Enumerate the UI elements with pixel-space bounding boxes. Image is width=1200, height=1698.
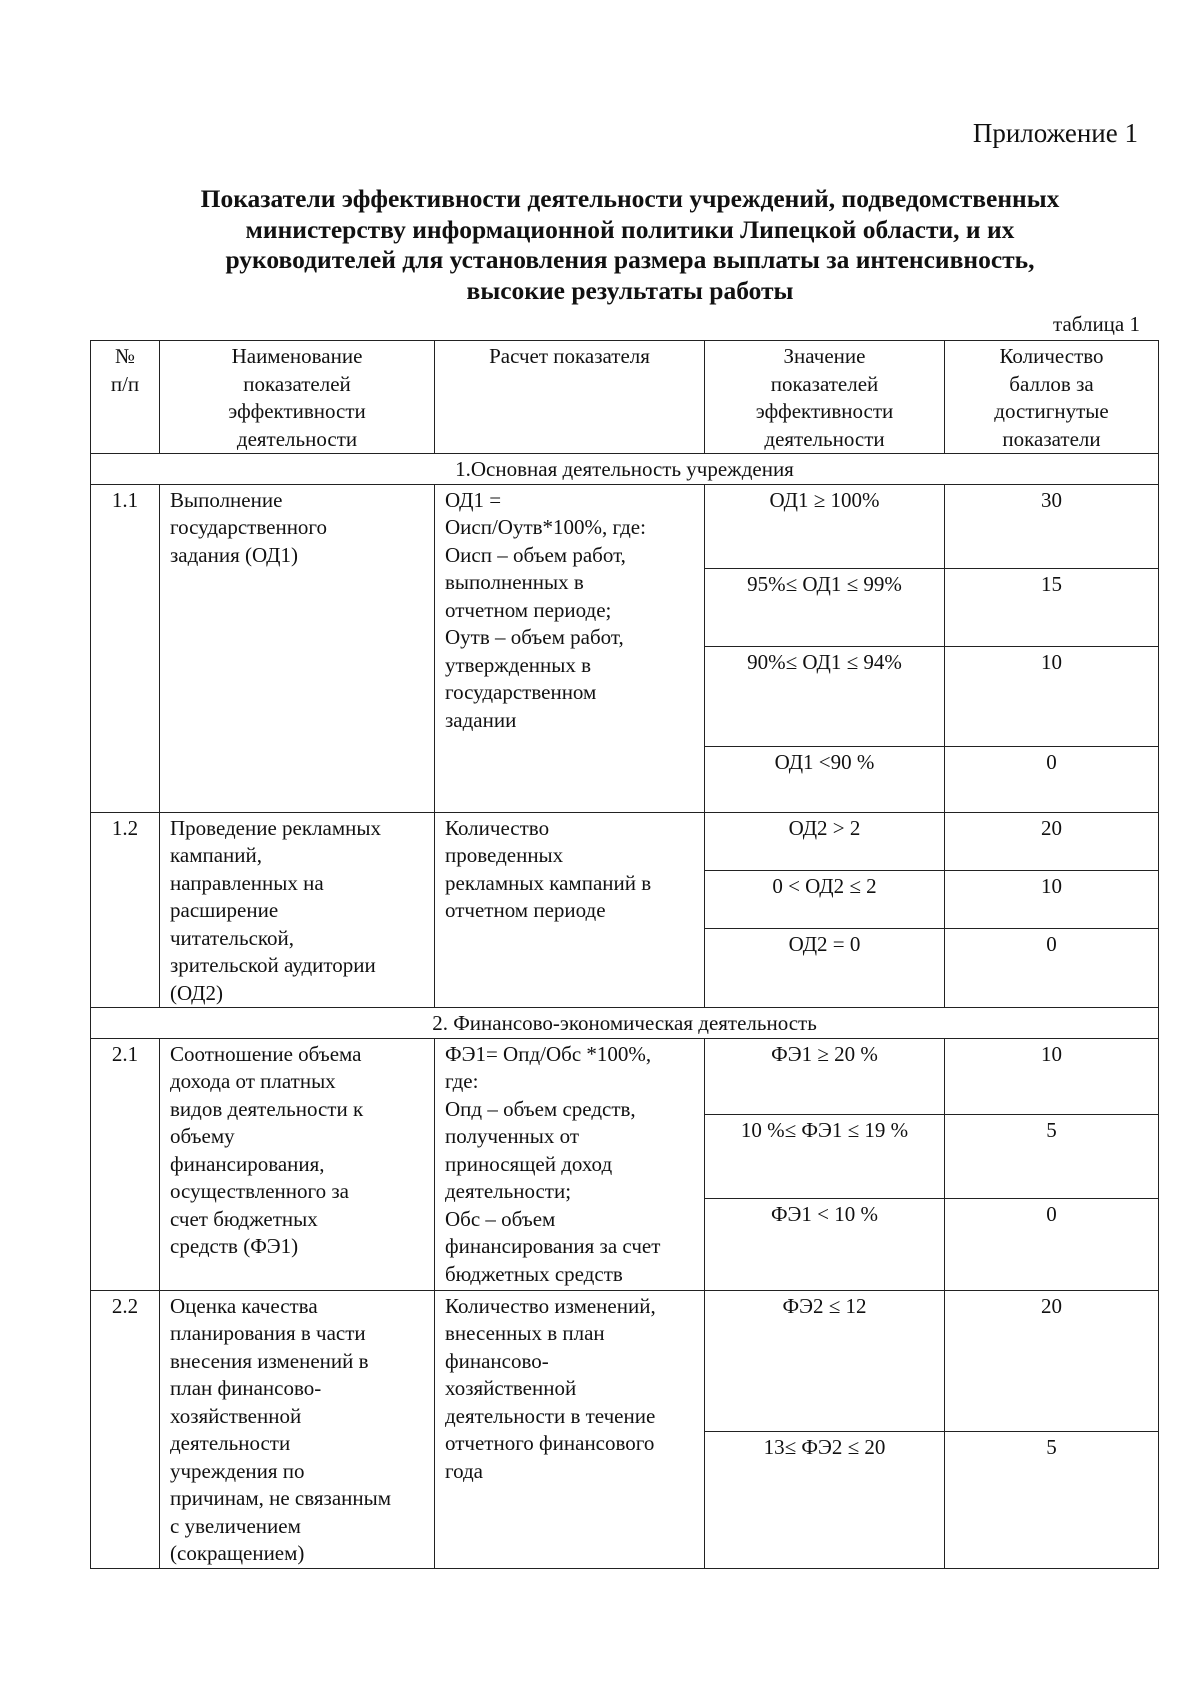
- indicator-value: 0 < ОД2 ≤ 2: [705, 870, 945, 928]
- indicator-value: ОД2 = 0: [705, 928, 945, 1007]
- section-title: 2. Финансово-экономическая деятельность: [91, 1008, 1159, 1039]
- indicator-value: ОД2 > 2: [705, 812, 945, 870]
- title-line: министерству информационной политики Липецкой области, и их: [245, 214, 1015, 244]
- section-row: [91, 1008, 1159, 1039]
- header-value: Значение показателей эффективности деятельности: [705, 341, 945, 454]
- indicator-points: 5: [945, 1114, 1159, 1198]
- indicator-points: 10: [945, 1038, 1159, 1114]
- header-name: Наименование показателей эффективности деятельности: [160, 341, 435, 454]
- indicator-points: 30: [945, 484, 1159, 568]
- document-title: [140, 184, 1120, 306]
- indicator-value: 13≤ ФЭ2 ≤ 20: [705, 1431, 945, 1568]
- indicator-name: Выполнение государственного задания (ОД1): [160, 484, 435, 812]
- row-number: 2.1: [91, 1038, 160, 1290]
- section-row: [91, 454, 1159, 485]
- indicator-value: ФЭ1 < 10 %: [705, 1198, 945, 1290]
- indicator-calculation: ФЭ1= Опд/Обс *100%, где: Опд – объем средств, полученных от приносящей доход деятельности; Обс – объем финансирования за счет бюджетных средств: [435, 1038, 705, 1290]
- indicator-value: ОД1 <90 %: [705, 746, 945, 812]
- indicator-points: 15: [945, 568, 1159, 646]
- indicator-points: 0: [945, 746, 1159, 812]
- indicator-points: 0: [945, 1198, 1159, 1290]
- indicator-value: 95%≤ ОД1 ≤ 99%: [705, 568, 945, 646]
- indicator-value: 90%≤ ОД1 ≤ 94%: [705, 646, 945, 746]
- section-title: 1.Основная деятельность учреждения: [91, 454, 1159, 485]
- table-row: [91, 1038, 1159, 1114]
- indicator-points: 20: [945, 812, 1159, 870]
- title-line: Показатели эффективности деятельности учреждений, подведомственных: [200, 184, 1060, 213]
- title-line: руководителей для установления размера выплаты за интенсивность,: [225, 245, 1035, 274]
- title-line: высокие результаты работы: [466, 275, 794, 305]
- table-label: таблица 1: [1053, 312, 1140, 336]
- header-calc: Расчет показателя: [435, 341, 705, 454]
- table-header-row: [91, 341, 1159, 454]
- table-row: [91, 484, 1159, 568]
- indicator-points: 20: [945, 1290, 1159, 1431]
- indicator-value: ФЭ2 ≤ 12: [705, 1290, 945, 1431]
- indicator-name: Проведение рекламных кампаний, направленных на расширение читательской, зрительской аудитории (ОД2): [160, 812, 435, 1008]
- indicators-table: [90, 340, 1159, 1569]
- row-number: 2.2: [91, 1290, 160, 1568]
- indicator-points: 10: [945, 870, 1159, 928]
- indicator-points: 5: [945, 1431, 1159, 1568]
- indicator-value: 10 %≤ ФЭ1 ≤ 19 %: [705, 1114, 945, 1198]
- appendix-label: Приложение 1: [972, 118, 1138, 148]
- indicator-calculation: ОД1 = Оисп/Оутв*100%, где: Оисп – объем работ, выполненных в отчетном периоде; Оутв – объем работ, утвержденных в государственном задании: [435, 484, 705, 812]
- table-row: [91, 812, 1159, 870]
- header-num: № п/п: [91, 341, 160, 454]
- header-points: Количество баллов за достигнутые показатели: [945, 341, 1159, 454]
- row-number: 1.1: [91, 484, 160, 812]
- indicator-value: ФЭ1 ≥ 20 %: [705, 1038, 945, 1114]
- indicator-points: 10: [945, 646, 1159, 746]
- indicator-calculation: Количество проведенных рекламных кампаний в отчетном периоде: [435, 812, 705, 1008]
- indicator-name: Соотношение объема дохода от платных видов деятельности к объему финансирования, осуществленного за счет бюджетных средств (ФЭ1): [160, 1038, 435, 1290]
- indicator-name: Оценка качества планирования в части внесения изменений в план финансово- хозяйственной деятельности учреждения по причинам, не связанным с увеличением (сокращением): [160, 1290, 435, 1568]
- row-number: 1.2: [91, 812, 160, 1008]
- indicator-value: ОД1 ≥ 100%: [705, 484, 945, 568]
- indicator-calculation: Количество изменений, внесенных в план финансово- хозяйственной деятельности в течение отчетного финансового года: [435, 1290, 705, 1568]
- indicator-points: 0: [945, 928, 1159, 1007]
- table-row: [91, 1290, 1159, 1431]
